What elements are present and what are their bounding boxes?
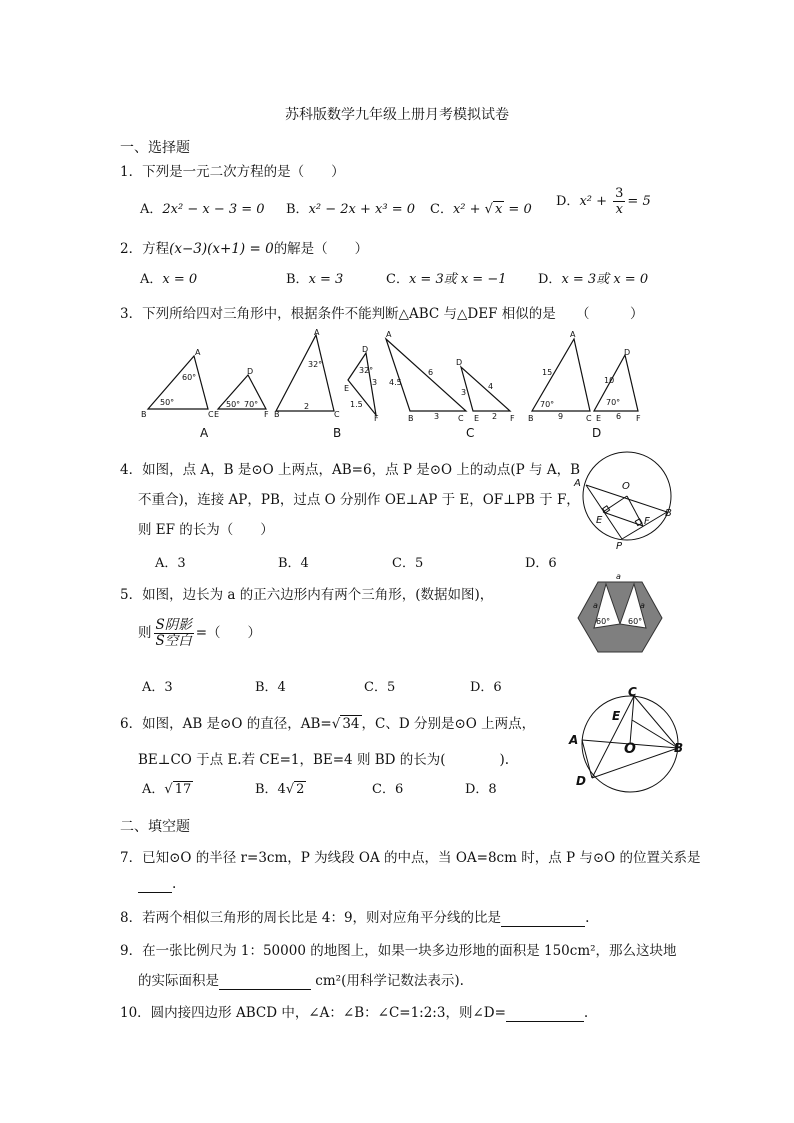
q3-choice-d: D	[592, 426, 602, 440]
page-title: 苏科版数学九年级上册月考模拟试卷	[285, 107, 509, 123]
question-6-line2: BE⊥CO 于点 E.若 CE=1，BE=4 则 BD 的长为( ).	[138, 752, 510, 768]
question-3-stem: 3．下列所给四对三角形中，根据条件不能判断△ABC 与△DEF 相似的是 （ ）	[120, 306, 644, 322]
q5-option-c: C．5	[364, 680, 396, 695]
q2-option-b: B．x = 3	[286, 272, 344, 287]
svg-text:32°: 32°	[308, 360, 323, 369]
svg-text:6: 6	[428, 368, 434, 377]
svg-text:B: B	[408, 414, 414, 423]
svg-text:60°: 60°	[596, 617, 611, 626]
svg-text:4.5: 4.5	[389, 378, 402, 387]
q1-option-a: A．2x² − x − 3 = 0	[140, 202, 265, 217]
svg-text:2: 2	[304, 402, 310, 411]
svg-text:F: F	[510, 414, 515, 423]
svg-text:B: B	[674, 741, 684, 755]
svg-text:A: A	[570, 330, 576, 339]
svg-text:F: F	[644, 516, 650, 527]
question-4-line1: 4．如图，点 A，B 是⊙O 上两点，AB=6，点 P 是⊙O 上的动点(P 与 A，B	[120, 462, 581, 478]
q6-option-b: B．4√ 2	[255, 782, 305, 797]
q3-choice-c: C	[466, 426, 475, 440]
q3-triangles-figure	[138, 325, 658, 443]
svg-text:6: 6	[616, 412, 622, 421]
q6-option-d: D．8	[465, 782, 497, 797]
question-9-line1: 9．在一张比例尺为 1：50000 的地图上，如果一块多边形地的面积是 150cm²，那么这块地	[120, 943, 677, 959]
section-heading-fill: 二、填空题	[120, 819, 190, 835]
q4-circle-figure	[570, 448, 680, 550]
svg-text:B: B	[528, 414, 534, 423]
svg-text:C: C	[208, 410, 214, 419]
question-4-line3: 则 EF 的长为（ ）	[138, 522, 274, 538]
q1-option-b: B．x² − 2x + x³ = 0	[286, 202, 415, 217]
triangle-def-c	[461, 367, 510, 411]
svg-text:70°: 70°	[540, 400, 555, 409]
svg-text:9: 9	[558, 412, 564, 421]
svg-text:E: E	[596, 414, 602, 423]
svg-text:70°: 70°	[244, 400, 259, 409]
svg-text:10: 10	[604, 376, 615, 385]
svg-text:B: B	[141, 410, 147, 419]
triangle-abc-b	[276, 335, 334, 411]
svg-text:E: E	[214, 410, 220, 419]
q2-option-a: A．x = 0	[140, 272, 198, 287]
q3-choice-a: A	[200, 426, 209, 440]
q1-option-c: C．x² + √ x = 0	[430, 202, 532, 217]
q4-option-c: C．5	[392, 556, 424, 571]
svg-text:D: D	[362, 345, 369, 354]
svg-text:60°: 60°	[182, 373, 197, 382]
svg-text:70°: 70°	[606, 398, 621, 407]
svg-text:C: C	[334, 410, 340, 419]
q2-option-d: D．x = 3或 x = 0	[538, 272, 649, 287]
svg-text:A: A	[569, 733, 579, 747]
question-7-line2: .	[138, 876, 176, 893]
svg-text:a: a	[640, 601, 645, 610]
svg-text:a: a	[593, 601, 598, 610]
q4-option-d: D．6	[525, 556, 557, 571]
question-6-line1: 6．如图，AB 是⊙O 的直径，AB=√ 34 ，C、D 分别是⊙O 上两点，	[120, 716, 536, 732]
question-10: 10．圆内接四边形 ABCD 中，∠A：∠B：∠C=1:2:3，则∠D= .	[120, 1005, 589, 1021]
q4-option-b: B．4	[278, 556, 309, 571]
svg-text:A: A	[386, 330, 392, 339]
question-2-stem: 2．方程(x−3)(x+1) = 0的解是（ ）	[120, 241, 369, 257]
svg-text:32°: 32°	[359, 366, 374, 375]
q3-choice-b: B	[333, 426, 342, 440]
q6-option-a: A．√ 17	[142, 782, 192, 797]
q5-option-a: A．3	[142, 680, 173, 695]
q6-circle-figure	[564, 686, 688, 798]
svg-text:A: A	[314, 328, 320, 337]
svg-text:F: F	[264, 410, 269, 419]
svg-text:1.5: 1.5	[350, 400, 363, 409]
svg-text:O: O	[624, 741, 636, 757]
question-8: 8．若两个相似三角形的周长比是 4：9，则对应角平分线的比是 .	[120, 910, 590, 926]
question-5-line1: 5．如图，边长为 a 的正六边形内有两个三角形，(数据如图)，	[120, 587, 494, 603]
q1-option-d: D．x² + $\frac{3}{x}$ = 5	[556, 186, 651, 217]
svg-text:F: F	[636, 414, 641, 423]
svg-text:E: E	[596, 515, 603, 526]
q4-option-a: A．3	[155, 556, 186, 571]
svg-text:2: 2	[492, 412, 498, 421]
svg-text:P: P	[616, 541, 623, 550]
question-4-line2: 不重合)，连接 AP，PB，过点 O 分别作 OE⊥AP 于 E，OF⊥PB 于 F，	[138, 492, 580, 508]
svg-text:B: B	[274, 410, 280, 419]
svg-text:C: C	[586, 414, 592, 423]
q6-option-c: C．6	[372, 782, 404, 797]
svg-text:F: F	[374, 414, 379, 423]
section-heading-choice: 一、选择题	[120, 140, 190, 156]
question-7-line1: 7．已知⊙O 的半径 r=3cm，P 为线段 OA 的中点，当 OA=8cm 时，点 P 与⊙O 的位置关系是	[120, 850, 701, 866]
svg-text:E: E	[344, 384, 350, 393]
q5-option-d: D．6	[470, 680, 502, 695]
svg-text:3: 3	[461, 388, 467, 397]
svg-text:50°: 50°	[160, 398, 175, 407]
question-9-line2: 的实际面积是 cm²(用科学记数法表示).	[138, 973, 464, 989]
svg-text:C: C	[628, 686, 637, 699]
svg-text:50°: 50°	[226, 400, 241, 409]
svg-text:4: 4	[488, 382, 494, 391]
question-5-line2: 则 $\frac{\text{S阴影}}{\text{S空白}}$ =（ ）	[138, 617, 262, 649]
svg-text:3: 3	[372, 378, 378, 387]
q2-option-c: C．x = 3或 x = −1	[386, 272, 507, 287]
svg-text:60°: 60°	[628, 617, 643, 626]
svg-text:D: D	[456, 358, 463, 367]
triangle-abc-c	[386, 339, 466, 411]
svg-text:a: a	[616, 572, 621, 581]
svg-text:E: E	[612, 709, 621, 723]
svg-text:D: D	[576, 774, 586, 788]
svg-text:D: D	[624, 348, 631, 357]
svg-text:B: B	[665, 508, 672, 519]
q5-hexagon-figure	[576, 572, 666, 654]
q5-option-b: B．4	[255, 680, 286, 695]
triangle-abc-a	[148, 356, 208, 409]
fig-label: A	[195, 348, 201, 357]
svg-text:3: 3	[434, 412, 440, 421]
svg-text:A: A	[574, 478, 581, 489]
svg-text:E: E	[474, 414, 480, 423]
svg-text:D: D	[247, 367, 254, 376]
svg-text:15: 15	[542, 368, 553, 377]
svg-text:C: C	[458, 414, 464, 423]
svg-text:O: O	[622, 481, 630, 492]
question-1-stem: 1．下列是一元二次方程的是（ ）	[120, 164, 345, 180]
